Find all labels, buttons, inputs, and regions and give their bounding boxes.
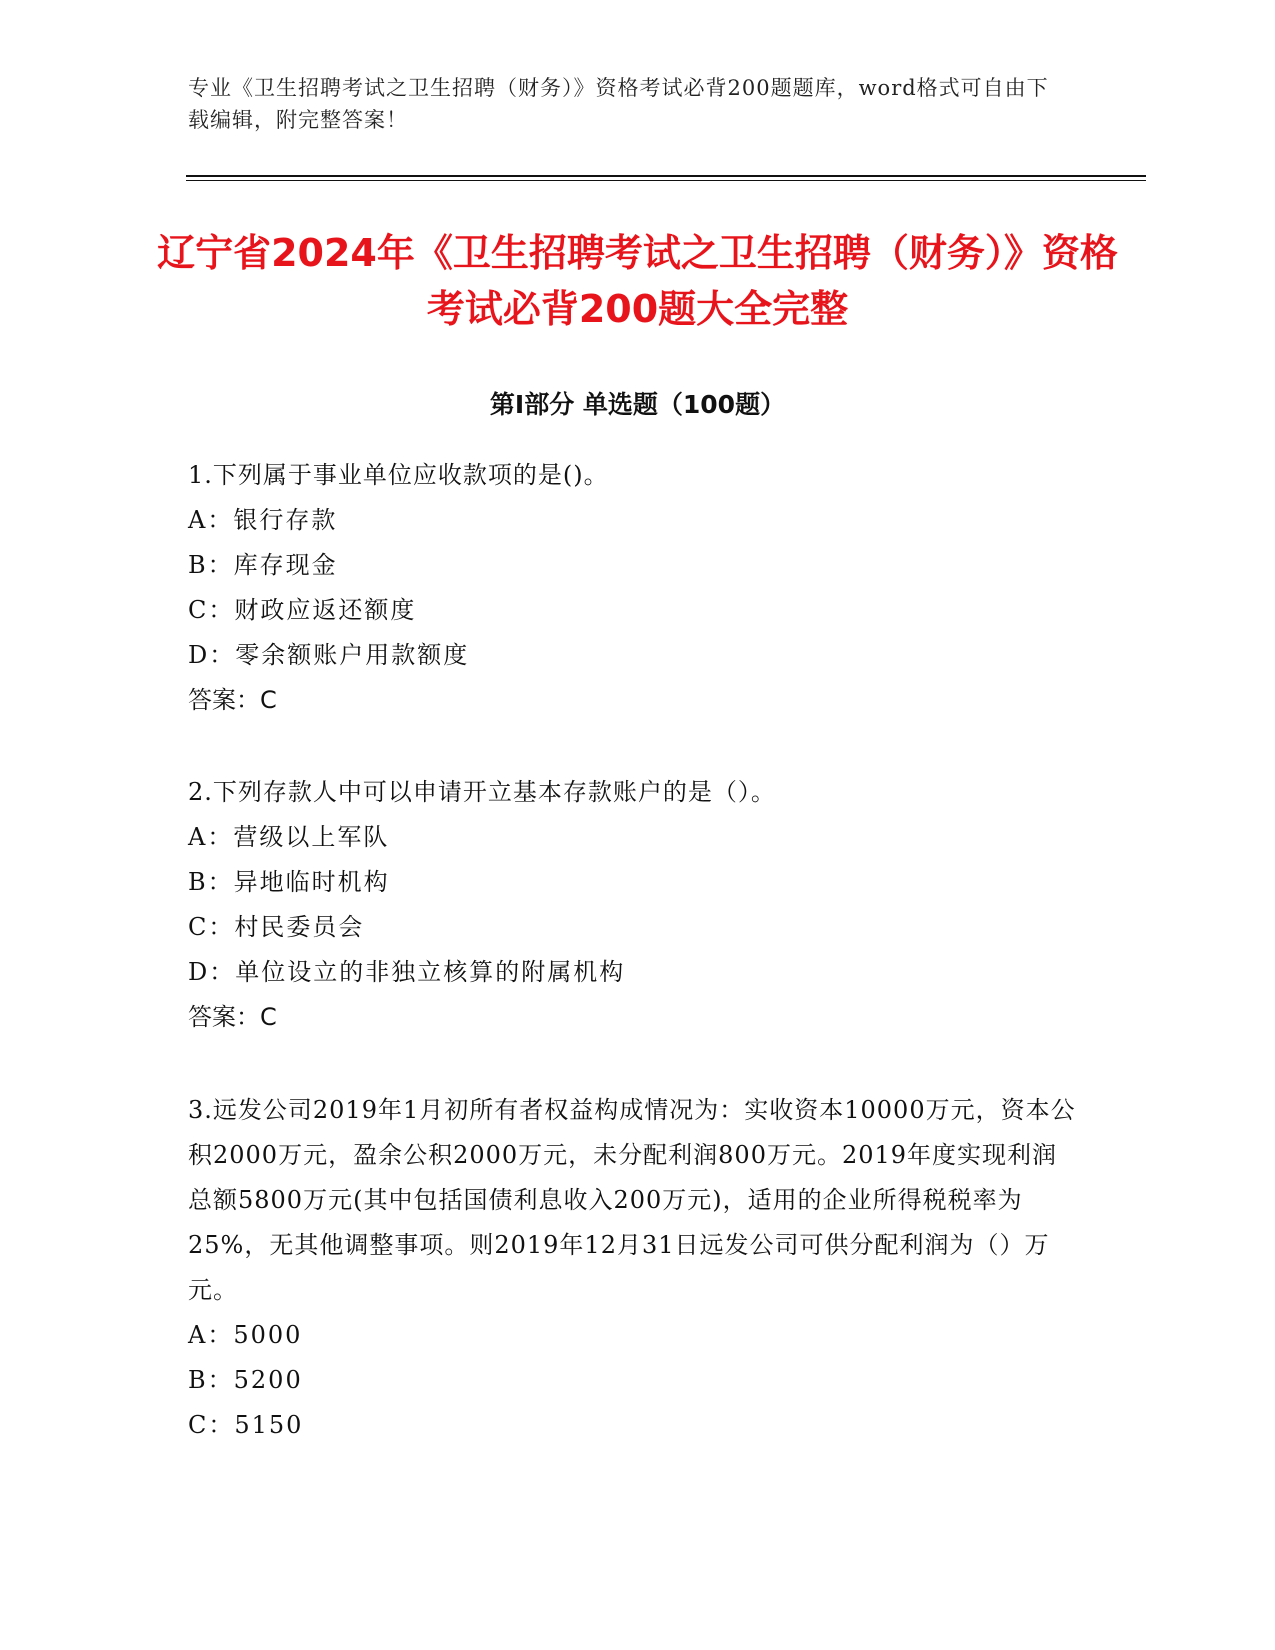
question-2 — [188, 770, 1078, 1040]
question-text: 3.远发公司2019年1月初所有者权益构成情况为：实收资本10000万元，资本公积2000万元，盈余公积2000万元，未分配利润800万元。2019年度实现利润总额5800万元(其中包括国债利息收入200万元)，适用的企业所得税税率为25%，无其他调整事项。则2019年12月31日远发公司可供分配利润为（）万元。 — [188, 1096, 1076, 1304]
answer: 答案：C — [188, 686, 277, 714]
option-d: D：零余额账户用款额度 — [188, 641, 470, 669]
header-divider — [186, 175, 1146, 177]
header-divider-thin — [186, 180, 1146, 181]
option-d: D：单位设立的非独立核算的附属机构 — [188, 958, 626, 986]
option-c: C：财政应返还额度 — [188, 596, 417, 624]
question-text: 2.下列存款人中可以申请开立基本存款账户的是（）。 — [188, 778, 776, 806]
option-a: A：营级以上军队 — [188, 823, 390, 851]
answer: 答案：C — [188, 1003, 277, 1031]
question-3 — [188, 1088, 1078, 1448]
option-a: A：银行存款 — [188, 506, 338, 534]
option-b: B：库存现金 — [188, 551, 338, 579]
option-c: C：5150 — [188, 1411, 304, 1439]
option-a: A：5000 — [188, 1321, 303, 1349]
question-1 — [188, 453, 1078, 723]
option-b: B：5200 — [188, 1366, 303, 1394]
option-c: C：村民委员会 — [188, 913, 365, 941]
question-text: 1.下列属于事业单位应收款项的是()。 — [188, 461, 609, 489]
document-title: 辽宁省2024年《卫生招聘考试之卫生招聘（财务）》资格考试必背200题大全完整 — [157, 231, 1118, 331]
option-b: B：异地临时机构 — [188, 868, 390, 896]
section-title: 第Ⅰ部分 单选题（100题） — [489, 390, 786, 419]
header-note: 专业《卫生招聘考试之卫生招聘（财务）》资格考试必背200题题库，word格式可自由下载编辑，附完整答案！ — [188, 76, 1049, 132]
